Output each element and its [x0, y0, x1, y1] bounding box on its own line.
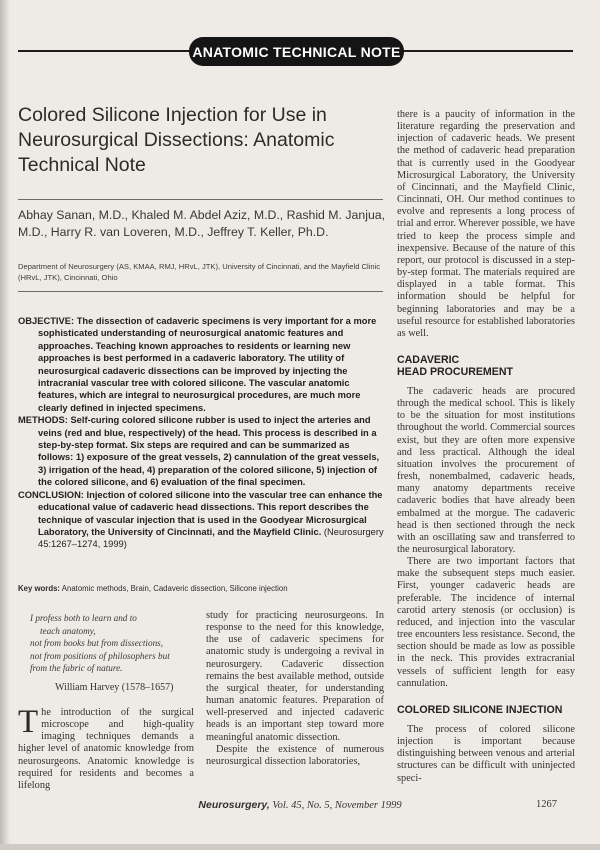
section-heading-line: CADAVERIC	[397, 353, 460, 366]
methods-label: METHODS:	[18, 415, 68, 426]
abstract-conclusion	[18, 489, 384, 551]
section-heading-injection: COLORED SILICONE INJECTION	[397, 703, 563, 716]
intro-text: he introduction of the surgical microscope and high-quality imaging techniques demands a higher level of anatomic knowledge from neurosurgeons. Anatomic knowledge is required for residents and becomes a lifelong	[18, 707, 194, 791]
epigraph-line: I profess both to learn and to	[30, 613, 137, 623]
body-paragraph: study for practicing neurosurgeons. In response to the need for this knowledge, the use of cadaveric specimens for anatomic study is undergoing a revival in neurosurgery. Cadaveric dissection remains the best available method, outside the surgical theater, for understanding human anatomic features. Preparation of well-preserved and injected cadaveric heads is an important step toward more meaningful anatomic dissection.	[206, 610, 384, 743]
body-paragraph: there is a paucity of information in the literature regarding the preservation and injection of cadaveric heads. We present the method of cadaveric head preparation that is currently used in the Goodyear Microsurgical Laboratory, the University of Cincinnati, and the Mayfield Clinic, Cincinnati, OH. Our method continues to evolve and represents a long process of trial and error. Wherever possible, we have tried to keep the process simple and inexpensive. Because of the nature of this report, our protocol is discussed in a step-by-step format. The materials required are displayed in a table format. This information should be helpful for beginning laboratories and may be a useful resource for established laboratories as well.	[397, 109, 575, 339]
section-heading-procurement	[397, 354, 575, 378]
section-heading-line: HEAD PROCUREMENT	[397, 365, 513, 378]
affiliations: Department of Neurosurgery (AS, KMAA, RMJ, HRvL, JTK), University of Cincinnati, and the Mayfield Clinic (HRvL, JTK), Cincinnati, Ohio	[18, 262, 381, 282]
conclusion-text: Injection of colored silicone into the vascular tree can enhance the educational value of cadaveric head dissections. This report describes the technique of vascular injection that is used in the Goodyear Microsurgical Laboratory, the University of Cincinnati, and the Mayfield Clinic.	[38, 489, 383, 537]
epigraph-line: not from positions of philosophers but	[30, 650, 170, 661]
article-title: Colored Silicone Injection for Use in Neurosurgical Dissections: Anatomic Technical Note	[18, 104, 335, 176]
body-column-right	[397, 109, 575, 785]
header-rule-left	[18, 50, 198, 52]
page-footer	[0, 799, 600, 811]
citation: (Neurosurgery 45:1267–1274, 1999)	[38, 526, 384, 550]
abstract-objective	[18, 315, 384, 414]
title-divider	[18, 199, 383, 200]
body-paragraph: The cadaveric heads are procured through the medical school. This is likely to be the situation for most institutions throughout the world. Commercial sources exist, but they are often more expensive and less practical. Although the ideal situation involves the procurement of fresh, nonembalmed, cadaveric heads, many anatomy departments receive cadaveric bodies that have already been embalmed at the morgue. The cadaveric head is then sectioned through the neck with an oscillating saw and transferred to the neurosurgical laboratory.	[397, 385, 575, 555]
affiliation-divider	[18, 291, 383, 292]
drop-cap: T	[18, 704, 39, 740]
epigraph	[30, 612, 195, 675]
body-column-middle	[206, 610, 384, 768]
methods-text: Self-curing colored silicone rubber is used to inject the arteries and veins (red and blue, respectively) of the head. This process is described in a step-by-step format. Six steps are required and can be summarized as follows: 1) exposure of the great vessels, 2) cannulation of the great vessels, 3) irrigation of the head, 4) preparation of the colored silicone, 5) injection of the colored silicone, and 6) evaluation of the final specimen.	[38, 415, 380, 488]
intro-paragraph	[18, 704, 194, 792]
epigraph-line: teach anatomy,	[40, 625, 96, 636]
header-rule-right	[398, 50, 573, 52]
objective-label: OBJECTIVE:	[18, 316, 75, 326]
abstract-methods	[18, 414, 384, 488]
journal-name: Neurosurgery,	[198, 799, 270, 811]
epigraph-line: not from books but from dissections,	[30, 638, 164, 648]
body-column-left	[18, 704, 194, 792]
page-number: 1267	[536, 799, 557, 810]
body-paragraph: Despite the existence of numerous neurosurgical dissection laboratories,	[206, 743, 384, 767]
author-list: Abhay Sanan, M.D., Khaled M. Abdel Aziz, M.D., Rashid M. Janjua, M.D., Harry R. van Loveren, M.D., Jeffrey T. Keller, Ph.D.	[18, 208, 386, 239]
epigraph-line: from the fabric of nature.	[30, 663, 123, 673]
abstract	[18, 315, 384, 551]
keywords	[18, 584, 388, 594]
body-paragraph: There are two important factors that make the subsequent steps much easier. First, younger cadaveric heads are preferable. The incidence of internal carotid artery stenosis (or occlusion) is reduced, and injection into the vascular tree encounters less resistance. Second, the section should be made as low as possible in the neck. This provides extracranial vessels of sufficient length for easy cannulation.	[397, 556, 575, 689]
section-banner: ANATOMIC TECHNICAL NOTE	[189, 37, 404, 66]
objective-text: The dissection of cadaveric specimens is very important for a more sophisticated understanding of neurosurgical anatomic features and approaches. Teaching known approaches to residents or learning new approaches is best performed in a cadaveric laboratory. The utility of neurosurgical cadaveric dissections can be improved by injecting the intracranial vascular tree with colored silicone. The vascular anatomic features, which are integral to neurosurgical procedures, are much more clearly defined in injected specimens.	[38, 316, 377, 413]
journal-issue: Vol. 45, No. 5, November 1999	[272, 800, 402, 811]
conclusion-label: CONCLUSION:	[18, 489, 84, 500]
page-bottom-edge	[0, 844, 600, 850]
keywords-label: Key words:	[18, 584, 61, 593]
epigraph-attribution: William Harvey (1578–1657)	[55, 682, 174, 693]
keywords-text: Anatomic methods, Brain, Cadaveric dissection, Silicone injection	[61, 584, 288, 593]
body-paragraph: The process of colored silicone injection is important because distinguishing between venous and arterial structures can be difficult with uninjected speci-	[397, 723, 575, 784]
page-binding-shadow	[0, 0, 10, 850]
